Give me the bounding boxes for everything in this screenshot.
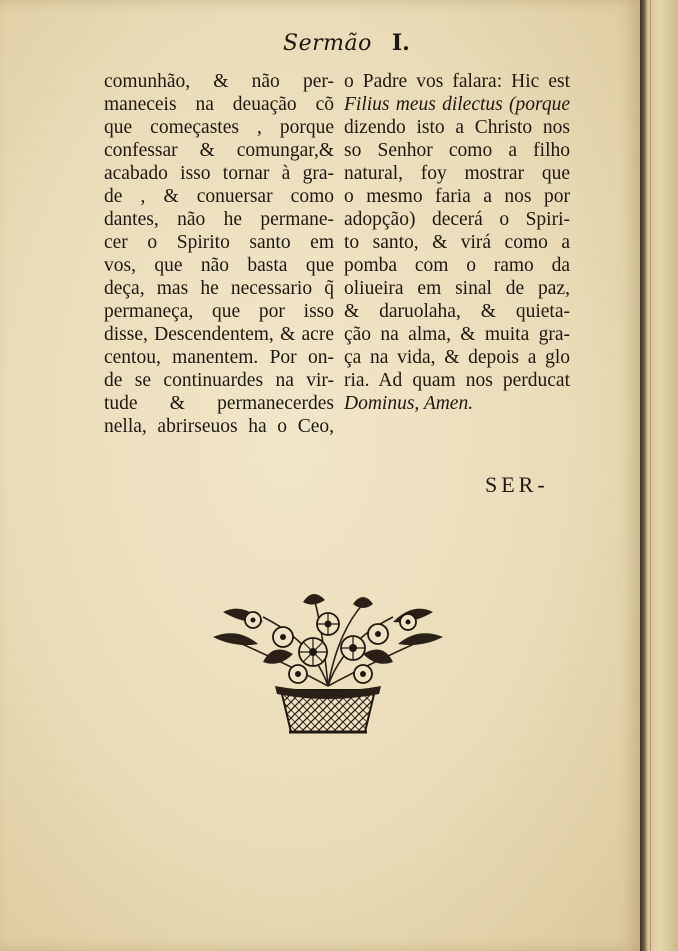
text-line: o mesmo faria a nos por (344, 186, 570, 207)
running-header (283, 30, 410, 56)
text-line: so Senhor como a filho (344, 140, 570, 161)
text-line: comunhão, & não per- (104, 71, 334, 92)
text-line: natural, foy mostrar que (344, 163, 570, 184)
text-line: adopção) decerá o Spiri- (344, 209, 570, 230)
text-line: ça na vida, & depois a glo (344, 347, 570, 368)
text-line: Dominus, Amen. (344, 393, 474, 414)
text-line: to santo, & virá como a (344, 232, 570, 253)
text-line: maneceis na deuação cõ (104, 94, 334, 115)
header-number: I. (391, 30, 410, 56)
text-line: oliueira em sinal de paz, (344, 278, 570, 299)
text-line: & daruolaha, & quieta- (344, 301, 570, 322)
text-line: Filius meus dilectus (porque (344, 94, 570, 115)
right-column (344, 70, 570, 415)
text-line: deça, mas he necessario q̃ (104, 278, 334, 299)
text-line: disse, Descendentem, & acre (104, 324, 334, 345)
text-line: de , & conuersar como (104, 186, 334, 207)
text-line: cer o Spirito santo em (104, 232, 334, 253)
text-line: nella, abrirseuos ha o Ceo, (104, 416, 334, 437)
text-line: pomba com o ramo da (344, 255, 570, 276)
text-line: o Padre vos falara: Hic est (344, 71, 570, 92)
left-column (104, 70, 334, 438)
flower-basket-icon (203, 582, 453, 742)
text-line: centou, manentem. Por on- (104, 347, 334, 368)
catchword: SER- (485, 472, 549, 497)
page-gutter-line (650, 0, 651, 951)
adjacent-page-edge (640, 0, 678, 951)
text-line: acabado isso tornar à gra- (104, 163, 334, 184)
text-line: tude & permanecerdes (104, 393, 334, 414)
header-title: Sermão (283, 31, 372, 56)
text-line: permaneça, que por isso (104, 301, 334, 322)
text-line: ção na alma, & muita gra- (344, 324, 570, 345)
text-line: dantes, não he permane- (104, 209, 334, 230)
text-line: dizendo isto a Christo nos (344, 117, 570, 138)
text-line: de se continuardes na vir- (104, 370, 334, 391)
text-line: que começastes , porque (104, 117, 334, 138)
text-line: vos, que não basta que (104, 255, 334, 276)
text-line: confessar & comungar,& (104, 140, 334, 161)
text-line: ria. Ad quam nos perducat (344, 370, 570, 391)
